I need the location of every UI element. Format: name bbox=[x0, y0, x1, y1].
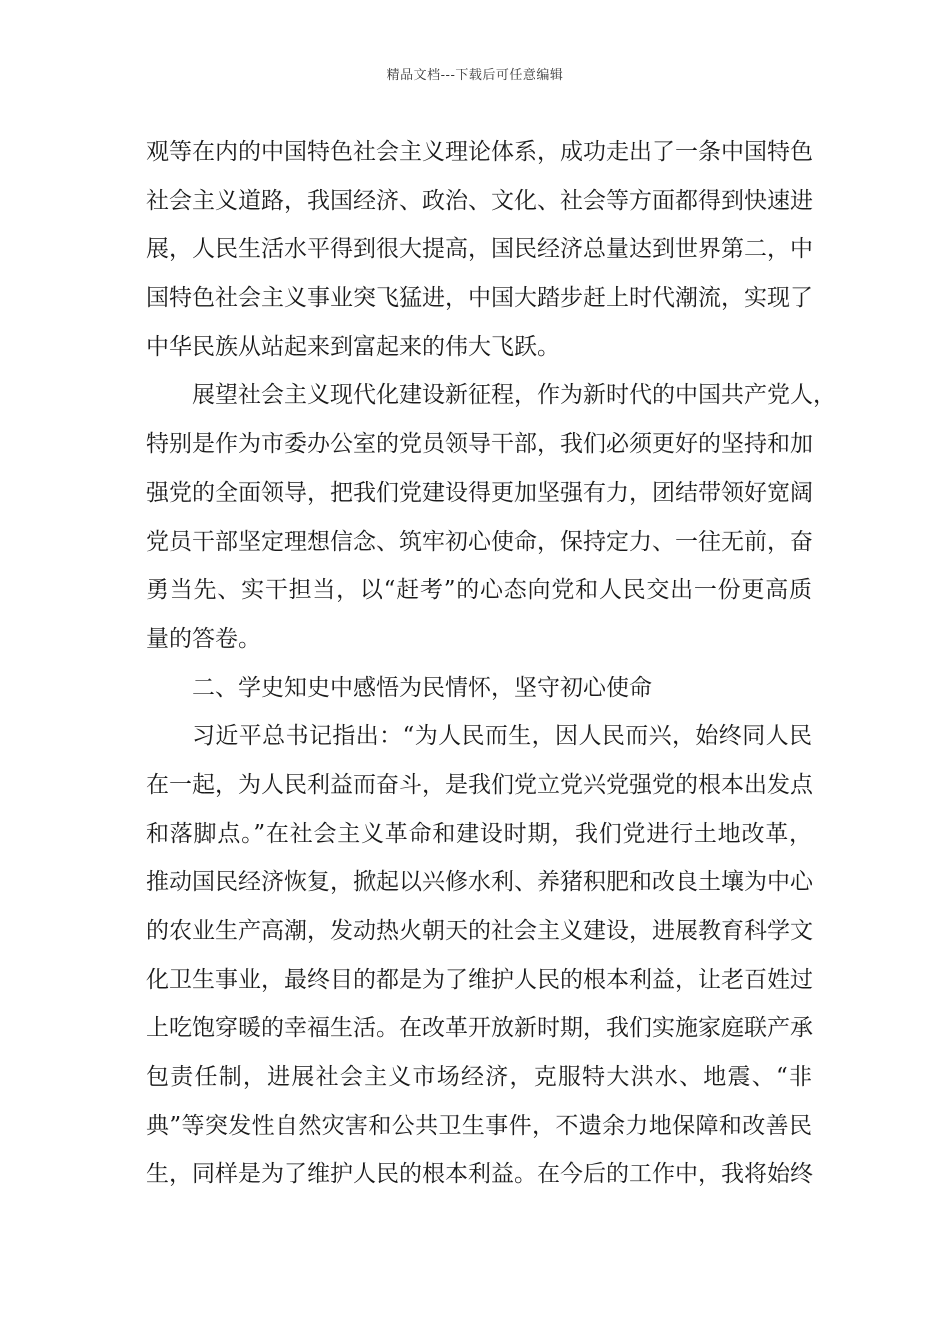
text-line: 在一起，为人民利益而奋斗，是我们党立党兴党强党的根本出发点 bbox=[146, 771, 813, 798]
document-body bbox=[146, 128, 836, 1199]
text-line: 中华民族从站起来到富起来的伟大飞跃。 bbox=[146, 333, 560, 360]
text-line: 生，同样是为了维护人民的根本利益。在今后的工作中，我将始终 bbox=[146, 1161, 813, 1188]
text-line: 展，人民生活水平得到很大提高，国民经济总量达到世界第二，中 bbox=[146, 236, 813, 263]
text-line: 社会主义道路，我国经济、政治、文化、社会等方面都得到快速进 bbox=[146, 187, 813, 214]
section-heading: 二、学史知史中感悟为民情怀，坚守初心使命 bbox=[192, 674, 652, 701]
text-line: 和落脚点。”在社会主义革命和建设时期，我们党进行土地改革， bbox=[146, 820, 812, 847]
text-line: 勇当先、实干担当，以“赶考”的心态向党和人民交出一份更高质 bbox=[146, 577, 812, 604]
text-line: 推动国民经济恢复，掀起以兴修水利、养猪积肥和改良土壤为中心 bbox=[146, 869, 813, 896]
text-line: 上吃饱穿暖的幸福生活。在改革开放新时期，我们实施家庭联产承 bbox=[146, 1015, 813, 1042]
text-line: 特别是作为市委办公室的党员领导干部，我们必须更好的坚持和加 bbox=[146, 431, 813, 458]
text-line: 量的答卷。 bbox=[146, 625, 261, 652]
text-line: 观等在内的中国特色社会主义理论体系，成功走出了一条中国特色 bbox=[146, 139, 813, 165]
paragraph-first-line: 展望社会主义现代化建设新征程，作为新时代的中国共产党人， bbox=[192, 382, 836, 409]
text-line: 强党的全面领导，把我们党建设得更加坚强有力，团结带领好宽阔 bbox=[146, 479, 813, 506]
text-line: 典”等突发性自然灾害和公共卫生事件，不遗余力地保障和改善民 bbox=[146, 1112, 812, 1139]
text-line: 的农业生产高潮，发动热火朝天的社会主义建设，进展教育科学文 bbox=[146, 918, 813, 944]
paragraph-first-line: 习近平总书记指出：“为人民而生，因人民而兴，始终同人民 bbox=[192, 723, 812, 750]
text-line: 化卫生事业，最终目的都是为了维护人民的根本利益，让老百姓过 bbox=[146, 966, 813, 993]
page-header: 精品文档---下载后可任意编辑 bbox=[386, 68, 564, 83]
text-line: 国特色社会主义事业突飞猛进，中国大踏步赶上时代潮流，实现了 bbox=[146, 285, 813, 312]
text-line: 包责任制，进展社会主义市场经济，克服特大洪水、地震、“非 bbox=[146, 1064, 812, 1091]
text-line: 党员干部坚定理想信念、筑牢初心使命，保持定力、一往无前，奋 bbox=[146, 528, 813, 555]
